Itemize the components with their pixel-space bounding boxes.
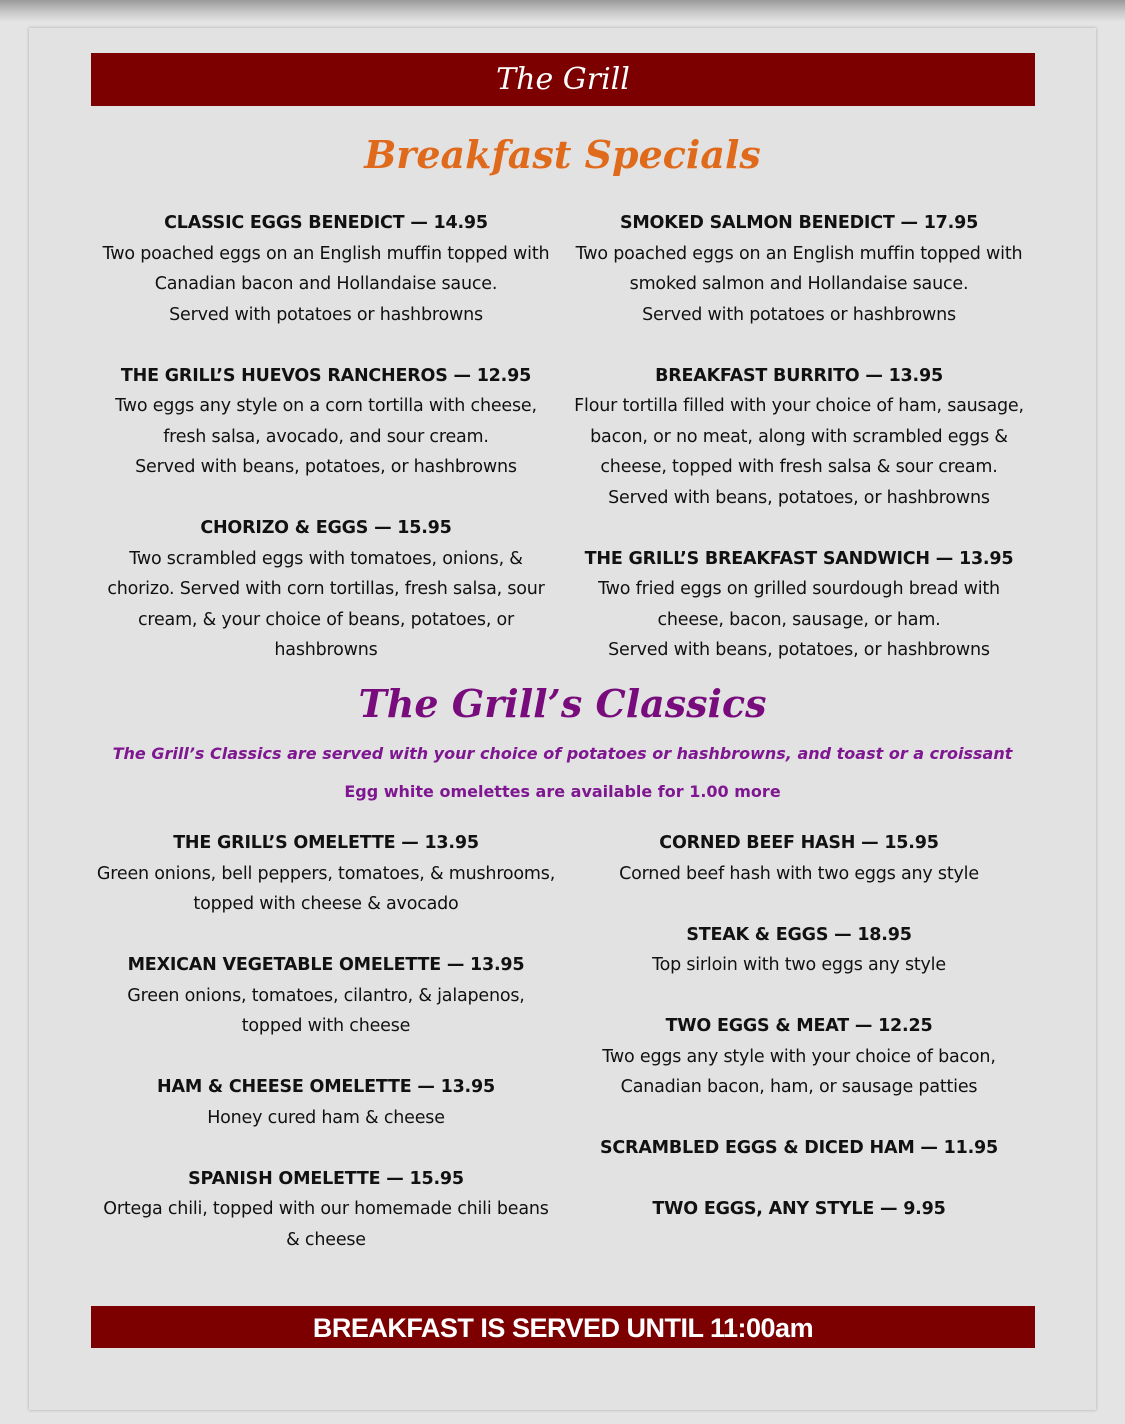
menu-page [29,28,1096,1410]
menu-item [95,208,557,330]
menu-item-name: SMOKED SALMON BENEDICT — 17.95 [619,213,979,233]
header-banner: The Grill [91,53,1035,106]
menu-item-name: HAM & CHEESE OMELETTE — 13.95 [157,1077,495,1097]
menu-item-name: THE GRILL’S BREAKFAST SANDWICH — 13.95 [584,548,1014,569]
menu-item-name: MEXICAN VEGETABLE OMELETTE — 13.95 [127,955,525,975]
breakfast-specials-title: Breakfast Specials [364,132,761,177]
classics-left-column [95,828,557,1255]
menu-item [569,208,1029,330]
menu-item-description: Ortega chili, topped with our homemade chili beans & cheese [103,1199,549,1250]
menu-item-name: CHORIZO & EGGS — 15.95 [200,518,452,538]
egg-white-note: Egg white omelettes are available for 1.00 more [344,782,781,801]
menu-item [569,1133,1029,1164]
classics-right-column [569,828,1029,1225]
classics-title: The Grill’s Classics [358,681,767,726]
menu-item-description: Two eggs any style with your choice of bacon, Canadian bacon, ham, or sausage patties [602,1046,996,1097]
menu-item-description: Green onions, tomatoes, cilantro, & jalapenos, topped with cheese [127,985,525,1036]
footer-banner: BREAKFAST IS SERVED UNTIL 11:00am [91,1306,1035,1348]
menu-item-description: Two eggs any style on a corn tortilla with cheese, fresh salsa, avocado, and sour cream. Served with beans, potatoes, or hashbrowns [115,396,537,477]
breakfast-specials-left-column [95,208,557,696]
menu-item [95,1164,557,1256]
menu-item-name: TWO EGGS, ANY STYLE — 9.95 [652,1199,946,1219]
menu-item-name: THE GRILL’S OMELETTE — 13.95 [173,833,479,853]
menu-item [569,1194,1029,1225]
menu-item-description: Top sirloin with two eggs any style [652,955,946,975]
menu-item-description: Two scrambled eggs with tomatoes, onions, & chorizo. Served with corn tortillas, fresh salsa, sour cream, & your choice of beans, potatoes, or hashbrowns [107,548,545,660]
menu-item-description: Two poached eggs on an English muffin topped with Canadian bacon and Hollandaise sauce. Served with potatoes or hashbrowns [102,243,550,325]
window-top-shadow [0,0,1125,22]
menu-item [569,544,1029,666]
menu-item [569,1011,1029,1103]
menu-item-name: CLASSIC EGGS BENEDICT — 14.95 [164,213,488,233]
breakfast-specials-right-column [569,208,1029,666]
menu-item [95,828,557,920]
menu-item [95,950,557,1042]
menu-item-name: STEAK & EGGS — 18.95 [686,924,912,945]
menu-item [95,361,557,483]
menu-item [569,828,1029,889]
menu-item-description: Flour tortilla filled with your choice of ham, sausage, bacon, or no meat, along with scrambled eggs & cheese, topped with fresh salsa & sour cream. Served with beans, potatoes, or hashbrowns [574,396,1024,508]
menu-item [95,1072,557,1133]
menu-item-description: Honey cured ham & cheese [207,1107,445,1128]
menu-item [95,513,557,666]
menu-item [569,361,1029,514]
classics-note: The Grill’s Classics are served with your choice of potatoes or hashbrowns, and toast or a croissant [112,744,1013,763]
menu-item-name: THE GRILL’S HUEVOS RANCHEROS — 12.95 [120,365,532,386]
menu-item-name: BREAKFAST BURRITO — 13.95 [655,365,943,386]
menu-item-description: Two fried eggs on grilled sourdough bread with cheese, bacon, sausage, or ham. Served with beans, potatoes, or hashbrowns [598,579,1000,660]
menu-item-description: Corned beef hash with two eggs any style [619,863,979,884]
menu-item-name: TWO EGGS & MEAT — 12.25 [665,1016,933,1036]
menu-item-name: SCRAMBLED EGGS & DICED HAM — 11.95 [600,1138,998,1158]
menu-item [569,920,1029,981]
menu-item-description: Two poached eggs on an English muffin topped with smoked salmon and Hollandaise sauce. Served with potatoes or hashbrowns [575,243,1023,325]
menu-item-description: Green onions, bell peppers, tomatoes, & mushrooms, topped with cheese & avocado [96,863,556,914]
menu-item-name: SPANISH OMELETTE — 15.95 [188,1168,464,1189]
menu-item-name: CORNED BEEF HASH — 15.95 [659,833,939,853]
